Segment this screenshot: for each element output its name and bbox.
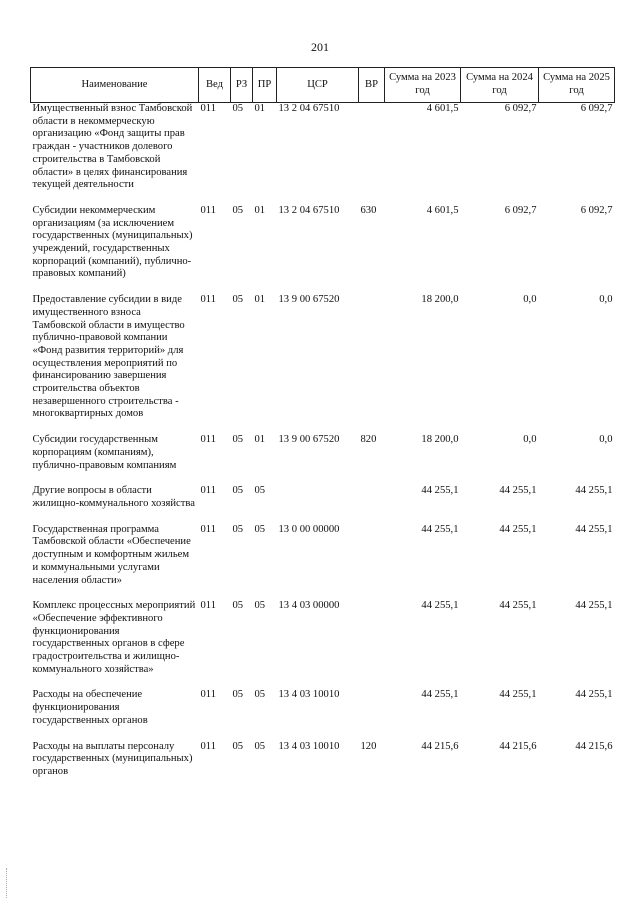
row-pr: 01 — [254, 294, 266, 306]
row-sum-2024: 6 092,7 — [504, 204, 537, 216]
row-ved: 011 — [200, 485, 216, 497]
row-sum-2025: 44 255,1 — [575, 689, 613, 701]
table-row — [31, 205, 615, 294]
row-sum-2023: 18 200,0 — [421, 434, 459, 446]
header-pr: ПР — [253, 68, 277, 103]
row-sum-2024: 44 255,1 — [499, 600, 537, 612]
row-rz: 05 — [232, 103, 244, 114]
row-sum-2024: 44 255,1 — [499, 485, 537, 497]
header-sum-2024: Сумма на 2024 год — [461, 68, 539, 103]
row-ved: 011 — [200, 103, 216, 114]
header-csr: ЦСР — [277, 68, 359, 103]
row-csr: 13 4 03 00000 — [278, 600, 340, 612]
row-csr: 13 9 00 67520 — [278, 294, 340, 306]
header-sum-2025: Сумма на 2025 год — [539, 68, 615, 103]
row-name: Субсидии государственным корпорациям (компаниям), публично-правовым компаниям — [32, 434, 177, 471]
row-pr: 01 — [254, 103, 266, 114]
table-row — [31, 689, 615, 740]
row-name: Комплекс процессных мероприятий «Обеспечение эффективного функционирования государственных органов в сфере градостроительства и жилищно-коммунального хозяйства» — [32, 600, 196, 675]
row-sum-2023: 44 255,1 — [421, 485, 459, 497]
row-sum-2025: 44 255,1 — [575, 600, 613, 612]
row-pr: 01 — [254, 434, 266, 446]
row-name: Субсидии некоммерческим организациям (за исключением государственных (муниципальных) учреждений, государственных корпораций (компаний), публично-правовых компаний) — [32, 204, 193, 280]
row-ved: 011 — [200, 204, 216, 216]
row-rz: 05 — [232, 294, 244, 306]
row-name: Расходы на обеспечение функционирования государственных органов — [32, 689, 148, 726]
row-ved: 011 — [200, 740, 216, 752]
row-name: Другие вопросы в области жилищно-коммунального хозяйства — [32, 485, 195, 509]
row-csr: 13 4 03 10010 — [278, 740, 340, 752]
table-row — [31, 294, 615, 434]
row-rz: 05 — [232, 434, 244, 446]
row-sum-2024: 44 255,1 — [499, 689, 537, 701]
row-pr: 05 — [254, 523, 266, 535]
row-pr: 05 — [254, 600, 266, 612]
row-name: Предоставление субсидии в виде имущественного взноса Тамбовской области в имущество публично-правовой компании «Фонд развития территорий» для осуществления мероприятий по финансированию завершения строительства объектов незавершенного строительства - многоквартирных домов — [32, 294, 185, 420]
row-ved: 011 — [200, 294, 216, 306]
row-sum-2023: 44 255,1 — [421, 600, 459, 612]
row-sum-2023: 44 255,1 — [421, 689, 459, 701]
row-csr: 13 0 00 00000 — [278, 523, 340, 535]
row-sum-2025: 0,0 — [599, 434, 613, 446]
row-sum-2025: 6 092,7 — [580, 103, 613, 114]
row-vr: 820 — [360, 434, 377, 446]
row-pr: 05 — [254, 740, 266, 752]
row-name: Имущественный взнос Тамбовской области в некоммерческую организацию «Фонд защиты прав граждан - участников долевого строительства в Тамбовской области» в целях финансирования текущей деятельности — [32, 103, 193, 191]
table-body — [31, 103, 615, 792]
row-rz: 05 — [232, 689, 244, 701]
table-row — [31, 600, 615, 689]
row-ved: 011 — [200, 600, 216, 612]
budget-table — [30, 67, 615, 792]
table-row — [31, 524, 615, 601]
row-vr — [359, 294, 385, 434]
row-sum-2024: 44 255,1 — [499, 523, 537, 535]
row-sum-2024: 6 092,7 — [504, 103, 537, 114]
row-csr: 13 2 04 67510 — [278, 204, 340, 216]
row-vr — [359, 485, 385, 523]
header-vr: ВР — [359, 68, 385, 103]
row-rz: 05 — [232, 204, 244, 216]
table-row — [31, 103, 615, 205]
scan-margin-mark — [6, 868, 9, 898]
header-name: Наименование — [31, 68, 199, 103]
row-sum-2023: 18 200,0 — [421, 294, 459, 306]
row-csr: 13 4 03 10010 — [278, 689, 340, 701]
row-vr — [359, 689, 385, 740]
row-ved: 011 — [200, 689, 216, 701]
row-sum-2023: 4 601,5 — [426, 103, 459, 114]
row-pr: 05 — [254, 689, 266, 701]
row-rz: 05 — [232, 600, 244, 612]
row-rz: 05 — [232, 523, 244, 535]
row-pr: 01 — [254, 204, 266, 216]
row-sum-2025: 44 255,1 — [575, 485, 613, 497]
row-sum-2025: 44 255,1 — [575, 523, 613, 535]
row-rz: 05 — [232, 485, 244, 497]
row-sum-2025: 44 215,6 — [575, 740, 613, 752]
row-csr: 13 9 00 67520 — [278, 434, 340, 446]
header-rz: РЗ — [231, 68, 253, 103]
row-csr — [277, 485, 359, 523]
row-rz: 05 — [232, 740, 244, 752]
table-row — [31, 485, 615, 523]
row-vr — [359, 524, 385, 601]
row-vr — [359, 600, 385, 689]
row-sum-2023: 4 601,5 — [426, 204, 459, 216]
row-sum-2024: 0,0 — [523, 434, 537, 446]
row-name: Расходы на выплаты персоналу государственных (муниципальных) органов — [32, 740, 193, 777]
row-vr — [359, 103, 385, 205]
row-sum-2023: 44 215,6 — [421, 740, 459, 752]
row-pr: 05 — [254, 485, 266, 497]
row-sum-2023: 44 255,1 — [421, 523, 459, 535]
table-row — [31, 434, 615, 485]
row-sum-2024: 44 215,6 — [499, 740, 537, 752]
header-sum-2023: Сумма на 2023 год — [385, 68, 461, 103]
row-sum-2024: 0,0 — [523, 294, 537, 306]
page-number: 201 — [311, 40, 329, 54]
row-csr: 13 2 04 67510 — [278, 103, 340, 114]
table-row — [31, 741, 615, 792]
table-header-row — [31, 68, 615, 103]
row-vr: 630 — [360, 204, 377, 216]
header-ved: Вед — [199, 68, 231, 103]
row-vr: 120 — [360, 740, 377, 752]
row-sum-2025: 0,0 — [599, 294, 613, 306]
row-sum-2025: 6 092,7 — [580, 204, 613, 216]
row-name: Государственная программа Тамбовской области «Обеспечение доступным и комфортным жильем и коммунальными услугами населения области» — [32, 523, 191, 586]
row-ved: 011 — [200, 434, 216, 446]
row-ved: 011 — [200, 523, 216, 535]
